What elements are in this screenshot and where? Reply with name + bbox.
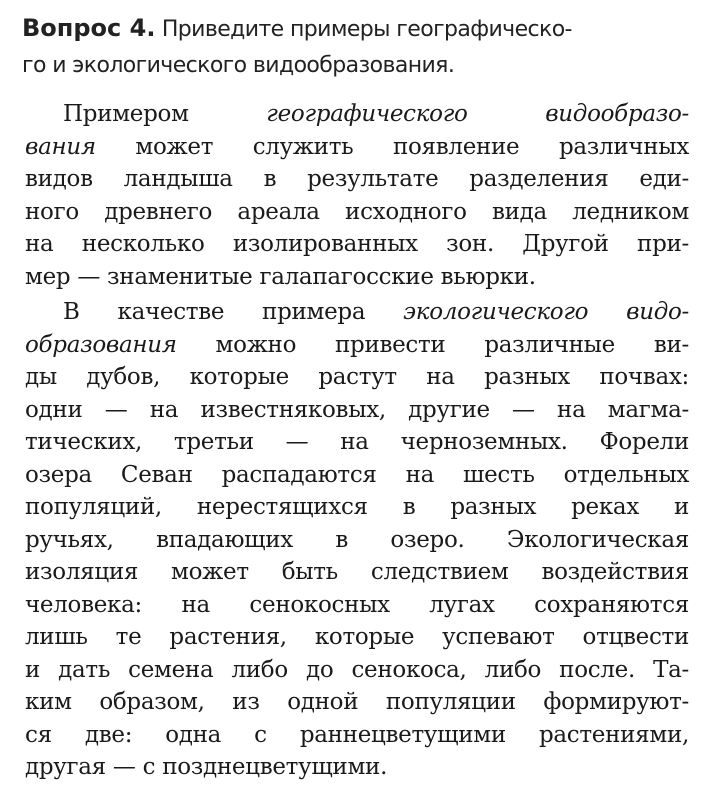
answer-paragraph [25, 296, 689, 784]
text-line [25, 621, 689, 654]
text-line [25, 163, 689, 196]
text-segment: тических, третьи — на черноземных. Форели [25, 429, 689, 455]
text-line [25, 131, 689, 164]
text-line [25, 686, 689, 719]
question-text: Приведите примеры географическо- [161, 17, 572, 42]
text-line [25, 361, 689, 394]
text-line [25, 196, 689, 229]
answer-paragraph [25, 98, 689, 293]
text-line [25, 654, 689, 687]
text-line [25, 228, 689, 261]
text-line [25, 719, 689, 752]
text-segment: ким образом, из одной популяции формируют- [25, 689, 689, 715]
italic-term: вания [25, 133, 96, 160]
text-segment: другая — с позднецветущими. [25, 754, 388, 780]
text-segment: лишь те растения, которые успевают отцвести [25, 624, 689, 650]
text-segment: может служить появление различных [95, 133, 689, 160]
text-segment: можно привести различные ви- [176, 331, 689, 358]
question-header [22, 10, 690, 84]
italic-term: географического видообразо- [266, 101, 689, 127]
text-line [25, 491, 689, 524]
text-line [25, 98, 689, 131]
answer-text [25, 98, 689, 787]
italic-term: экологического видо- [403, 299, 690, 325]
text-segment: ся две: одна с раннецветущими растениями, [25, 721, 689, 748]
text-segment: изоляция может быть следствием воздействия [25, 559, 689, 585]
text-segment: ручьях, впадающих в озеро. Экологическая [25, 526, 689, 553]
text-segment: видов ландыша в результате разделения еди- [25, 166, 689, 192]
text-line [25, 459, 689, 492]
text-line [25, 751, 689, 784]
text-segment: Примером [63, 101, 267, 127]
text-line [25, 296, 689, 329]
text-segment: озера Севан распадаются на шесть отдельных [25, 461, 689, 488]
text-segment: ды дубов, которые растут на разных почвах: [25, 364, 689, 390]
italic-term: образования [25, 331, 177, 358]
question-label: Вопрос 4. [22, 14, 156, 42]
text-line [25, 589, 689, 622]
text-line [25, 556, 689, 589]
text-segment: и дать семена либо до сенокоса, либо после. Та- [25, 656, 689, 683]
text-segment: ного древнего ареала исходного вида ледником [25, 198, 689, 225]
text-segment: популяций, нерестящихся в разных реках и [25, 494, 689, 520]
text-line [25, 426, 689, 459]
text-line [25, 524, 689, 557]
question-line: го и экологического видообразования. [22, 53, 455, 78]
text-segment: В качестве примера [63, 299, 404, 325]
text-segment: на несколько изолированных зон. Другой при- [25, 231, 689, 257]
text-segment: одни — на известняковых, другие — на магма- [25, 396, 689, 423]
question-line [22, 10, 690, 48]
text-line [25, 329, 689, 362]
text-segment: мер — знаменитые галапагосские вьюрки. [25, 263, 536, 290]
text-line [25, 261, 689, 294]
text-line [25, 394, 689, 427]
text-segment: человека: на сенокосных лугах сохраняются [25, 591, 689, 618]
